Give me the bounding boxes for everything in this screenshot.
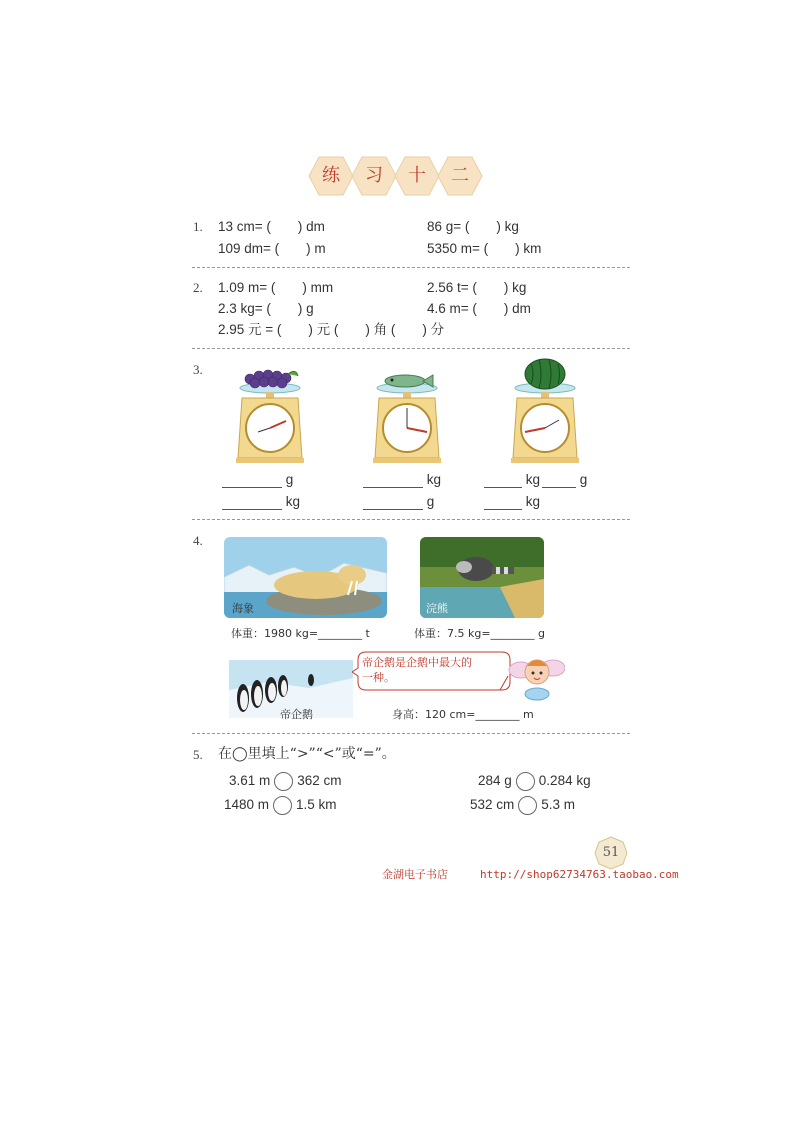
compare-left: 1480 m xyxy=(224,797,270,813)
answer-blank[interactable] xyxy=(484,495,522,510)
scale-watermelon-illustration xyxy=(503,358,587,466)
title-hex-3 xyxy=(394,156,440,196)
grapes-answer-1: g xyxy=(222,472,293,488)
speech-text: 帝企鹅是企鹅中最大的一种。 xyxy=(362,656,472,684)
q3-number: 3. xyxy=(193,362,203,377)
compare-circle[interactable] xyxy=(273,796,292,815)
raccoon-label: 浣熊 xyxy=(426,602,448,615)
title-char: 二 xyxy=(451,165,469,186)
title-char: 习 xyxy=(365,165,383,186)
compare-item-3 xyxy=(224,796,337,815)
divider xyxy=(192,267,630,268)
compare-item-4 xyxy=(470,796,575,815)
shop-url[interactable]: http://shop62734763.taobao.com xyxy=(480,868,679,881)
page-number: 51 xyxy=(602,845,620,860)
q1-item-b: 86 g= ( ) kg xyxy=(427,219,519,234)
compare-right: 5.3 m xyxy=(541,797,576,813)
answer-blank[interactable] xyxy=(222,495,282,510)
compare-item-2 xyxy=(478,772,591,791)
walrus-photo xyxy=(224,537,387,618)
divider xyxy=(192,733,630,734)
height-question: 身高：120 cm=________ m xyxy=(392,708,534,721)
compare-circle[interactable] xyxy=(516,772,535,791)
compare-right: 362 cm xyxy=(297,773,342,789)
title-char: 十 xyxy=(408,165,426,186)
compare-left: 284 g xyxy=(478,773,512,789)
shop-name: 金湖电子书店 xyxy=(382,869,448,881)
scale-fish-illustration xyxy=(365,366,449,466)
compare-item-1 xyxy=(229,772,342,791)
divider xyxy=(192,519,630,520)
scale-grapes-illustration xyxy=(228,366,312,466)
compare-circle[interactable] xyxy=(274,772,293,791)
watermelon-answer-1: kg g xyxy=(484,472,587,488)
watermelon-answer-2: kg xyxy=(484,494,540,510)
title-hex-1 xyxy=(308,156,354,196)
q1-item-a: 13 cm= ( ) dm xyxy=(218,219,325,234)
q1-item-d: 5350 m= ( ) km xyxy=(427,241,542,256)
title-hex-4 xyxy=(437,156,483,196)
compare-right: 1.5 km xyxy=(296,797,337,813)
q2-item-e: 2.95 元 = ( ) 元 ( ) 角 ( ) 分 xyxy=(218,322,445,337)
compare-circle[interactable] xyxy=(518,796,537,815)
divider xyxy=(192,348,630,349)
q1-number: 1. xyxy=(193,219,203,234)
walrus-weight: 体重：1980 kg=________ t xyxy=(231,627,370,640)
answer-blank[interactable] xyxy=(484,473,522,488)
walrus-label: 海象 xyxy=(232,602,254,615)
q4-number: 4. xyxy=(193,533,203,548)
q2-item-a: 1.09 m= ( ) mm xyxy=(218,280,334,295)
answer-blank[interactable] xyxy=(363,495,423,510)
raccoon-weight: 体重：7.5 kg=________ g xyxy=(414,627,546,640)
q2-number: 2. xyxy=(193,280,203,295)
q5-number: 5. xyxy=(193,747,203,762)
q5-instruction: 在◯里填上“>”“<”或“=”。 xyxy=(218,746,396,762)
answer-blank[interactable] xyxy=(542,473,576,488)
raccoon-photo xyxy=(420,537,544,618)
fish-answer-1: kg xyxy=(363,472,441,488)
q2-item-d: 4.6 m= ( ) dm xyxy=(427,301,531,316)
title-hex-2 xyxy=(351,156,397,196)
compare-left: 3.61 m xyxy=(229,773,271,789)
answer-blank[interactable] xyxy=(222,473,282,488)
answer-blank[interactable] xyxy=(363,473,423,488)
compare-right: 0.284 kg xyxy=(538,773,591,789)
penguin-label: 帝企鹅 xyxy=(280,708,313,721)
q2-item-b: 2.56 t= ( ) kg xyxy=(427,280,527,295)
fish-answer-2: g xyxy=(363,494,434,510)
compare-left: 532 cm xyxy=(470,797,515,813)
q1-item-c: 109 dm= ( ) m xyxy=(218,241,326,256)
q2-item-c: 2.3 kg= ( ) g xyxy=(218,301,314,316)
grapes-answer-2: kg xyxy=(222,494,300,510)
title-char: 练 xyxy=(322,165,340,186)
angel-character-illustration xyxy=(507,650,565,702)
